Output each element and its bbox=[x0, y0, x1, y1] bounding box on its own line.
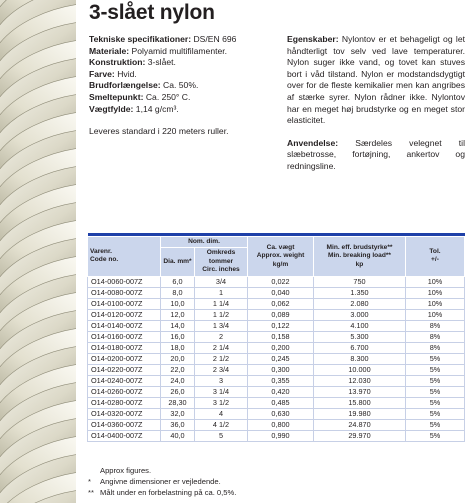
cell-breaking-load: 8.300 bbox=[314, 353, 406, 364]
cell-tolerance: 8% bbox=[406, 331, 465, 342]
cell-diameter: 32,0 bbox=[161, 408, 195, 419]
cell-breaking-load: 24.870 bbox=[314, 419, 406, 430]
cell-circumference: 5 bbox=[195, 430, 248, 441]
col-header-circumference: Omkreds tommer Circ. inches bbox=[195, 248, 248, 276]
cell-circumference: 2 3/4 bbox=[195, 364, 248, 375]
cell-item-no: O14-0280-007Z bbox=[88, 397, 161, 408]
cell-breaking-load: 19.980 bbox=[314, 408, 406, 419]
cell-tolerance: 10% bbox=[406, 287, 465, 298]
cell-weight: 0,062 bbox=[248, 298, 314, 309]
cell-circumference: 2 1/4 bbox=[195, 342, 248, 353]
cell-diameter: 16,0 bbox=[161, 331, 195, 342]
cell-breaking-load: 2.080 bbox=[314, 298, 406, 309]
cell-breaking-load: 29.970 bbox=[314, 430, 406, 441]
page-title: 3-slået nylon bbox=[89, 1, 215, 24]
table-row bbox=[88, 287, 465, 298]
table-row bbox=[88, 408, 465, 419]
cell-breaking-load: 4.100 bbox=[314, 320, 406, 331]
cell-weight: 0,355 bbox=[248, 375, 314, 386]
cell-circumference: 1 3/4 bbox=[195, 320, 248, 331]
spec-density: Vægtfylde: 1,14 g/cm³. bbox=[89, 103, 179, 114]
spec-elongation: Brudforlængelse: Ca. 50%. bbox=[89, 80, 199, 91]
cell-tolerance: 5% bbox=[406, 430, 465, 441]
cell-circumference: 3/4 bbox=[195, 276, 248, 287]
cell-circumference: 3 bbox=[195, 375, 248, 386]
table-row bbox=[88, 309, 465, 320]
footnotes bbox=[88, 465, 236, 498]
cell-breaking-load: 10.000 bbox=[314, 364, 406, 375]
cell-weight: 0,300 bbox=[248, 364, 314, 375]
nylon-rope-image bbox=[0, 0, 76, 503]
cell-diameter: 24,0 bbox=[161, 375, 195, 386]
cell-item-no: O14-0220-007Z bbox=[88, 364, 161, 375]
col-header-diameter: Dia. mm* bbox=[161, 248, 195, 276]
cell-item-no: O14-0160-007Z bbox=[88, 331, 161, 342]
cell-weight: 0,245 bbox=[248, 353, 314, 364]
spec-color: Farve: Hvid. bbox=[89, 68, 137, 79]
cell-tolerance: 8% bbox=[406, 320, 465, 331]
spec-material: Materiale: Polyamid multifilamenter. bbox=[89, 45, 228, 56]
cell-breaking-load: 1.350 bbox=[314, 287, 406, 298]
cell-tolerance: 8% bbox=[406, 342, 465, 353]
cell-diameter: 20,0 bbox=[161, 353, 195, 364]
cell-weight: 0,158 bbox=[248, 331, 314, 342]
cell-weight: 0,485 bbox=[248, 397, 314, 408]
cell-tolerance: 5% bbox=[406, 397, 465, 408]
cell-diameter: 10,0 bbox=[161, 298, 195, 309]
cell-weight: 0,022 bbox=[248, 276, 314, 287]
cell-circumference: 1 1/4 bbox=[195, 298, 248, 309]
cell-item-no: O14-0060-007Z bbox=[88, 276, 161, 287]
table-row bbox=[88, 353, 465, 364]
cell-diameter: 26,0 bbox=[161, 386, 195, 397]
cell-weight: 0,089 bbox=[248, 309, 314, 320]
cell-tolerance: 10% bbox=[406, 298, 465, 309]
description bbox=[287, 34, 465, 173]
cell-tolerance: 5% bbox=[406, 386, 465, 397]
cell-item-no: O14-0200-007Z bbox=[88, 353, 161, 364]
spec-construction: Konstruktion: 3-slået. bbox=[89, 57, 176, 68]
cell-breaking-load: 750 bbox=[314, 276, 406, 287]
cell-weight: 0,630 bbox=[248, 408, 314, 419]
cell-weight: 0,122 bbox=[248, 320, 314, 331]
cell-item-no: O14-0080-007Z bbox=[88, 287, 161, 298]
footnote: Approx figures. bbox=[100, 466, 152, 475]
cell-weight: 0,200 bbox=[248, 342, 314, 353]
cell-weight: 0,990 bbox=[248, 430, 314, 441]
cell-diameter: 6,0 bbox=[161, 276, 195, 287]
cell-item-no: O14-0320-007Z bbox=[88, 408, 161, 419]
col-header-item-no: Varenr. Code no. bbox=[88, 237, 161, 277]
col-header-nom-dim: Nom. dim. bbox=[161, 237, 248, 248]
cell-item-no: O14-0360-007Z bbox=[88, 419, 161, 430]
cell-breaking-load: 5.300 bbox=[314, 331, 406, 342]
cell-diameter: 22,0 bbox=[161, 364, 195, 375]
table-row bbox=[88, 430, 465, 441]
table-row bbox=[88, 342, 465, 353]
cell-diameter: 28,30 bbox=[161, 397, 195, 408]
cell-circumference: 2 1/2 bbox=[195, 353, 248, 364]
cell-tolerance: 10% bbox=[406, 276, 465, 287]
cell-diameter: 40,0 bbox=[161, 430, 195, 441]
cell-breaking-load: 15.800 bbox=[314, 397, 406, 408]
cell-circumference: 4 bbox=[195, 408, 248, 419]
cell-breaking-load: 12.030 bbox=[314, 375, 406, 386]
table-row bbox=[88, 298, 465, 309]
col-header-breaking-load: Min. eff. brudstyrke** Min. breaking load** kp bbox=[314, 237, 406, 277]
spec-standard: Tekniske specifikationer: DS/EN 696 bbox=[89, 34, 237, 44]
cell-tolerance: 5% bbox=[406, 419, 465, 430]
cell-weight: 0,420 bbox=[248, 386, 314, 397]
cell-circumference: 3 1/2 bbox=[195, 397, 248, 408]
cell-diameter: 36,0 bbox=[161, 419, 195, 430]
footnote: ** Målt under en forbelastning på ca. 0,5%. bbox=[88, 488, 237, 497]
table-row bbox=[88, 320, 465, 331]
cell-item-no: O14-0120-007Z bbox=[88, 309, 161, 320]
delivery-note: Leveres standard i 220 meters ruller. bbox=[89, 126, 229, 137]
cell-circumference: 3 1/4 bbox=[195, 386, 248, 397]
cell-circumference: 2 bbox=[195, 331, 248, 342]
cell-tolerance: 5% bbox=[406, 375, 465, 386]
table-row bbox=[88, 276, 465, 287]
cell-diameter: 14,0 bbox=[161, 320, 195, 331]
cell-circumference: 1 bbox=[195, 287, 248, 298]
cell-item-no: O14-0140-007Z bbox=[88, 320, 161, 331]
table-row bbox=[88, 386, 465, 397]
cell-tolerance: 10% bbox=[406, 309, 465, 320]
table-row bbox=[88, 397, 465, 408]
col-header-weight: Ca. vægt Approx. weight kg/m bbox=[248, 237, 314, 277]
cell-item-no: O14-0400-007Z bbox=[88, 430, 161, 441]
rope-spec-table bbox=[87, 233, 465, 442]
cell-item-no: O14-0100-007Z bbox=[88, 298, 161, 309]
cell-diameter: 18,0 bbox=[161, 342, 195, 353]
cell-weight: 0,800 bbox=[248, 419, 314, 430]
cell-breaking-load: 6.700 bbox=[314, 342, 406, 353]
cell-circumference: 4 1/2 bbox=[195, 419, 248, 430]
table-row bbox=[88, 364, 465, 375]
spec-list bbox=[89, 34, 279, 138]
cell-item-no: O14-0240-007Z bbox=[88, 375, 161, 386]
cell-diameter: 8,0 bbox=[161, 287, 195, 298]
cell-tolerance: 5% bbox=[406, 364, 465, 375]
cell-diameter: 12,0 bbox=[161, 309, 195, 320]
properties-paragraph: Egenskaber: Nylontov er et behageligt og let håndterligt tov selv ved lave temperaturer. Nylon suger ikke vand, og tovet kan stuves bort i våd tilstand. Nylon er modstandsdygtigt over for de fleste kemikalier men kan angribes af stærke syrer. Nylon rådner ikke. Nylontov har en meget høj brudstyrke og en meget stor elasticitet. bbox=[287, 34, 465, 126]
footnote: * Angivne dimensioner er vejledende. bbox=[88, 477, 221, 486]
col-header-tolerance: Tol. +/- bbox=[406, 237, 465, 277]
cell-item-no: O14-0180-007Z bbox=[88, 342, 161, 353]
cell-circumference: 1 1/2 bbox=[195, 309, 248, 320]
table-row bbox=[88, 331, 465, 342]
cell-item-no: O14-0260-007Z bbox=[88, 386, 161, 397]
spec-melting-point: Smeltepunkt: Ca. 250° C. bbox=[89, 91, 191, 102]
table-row bbox=[88, 375, 465, 386]
table-row bbox=[88, 419, 465, 430]
cell-tolerance: 5% bbox=[406, 353, 465, 364]
cell-tolerance: 5% bbox=[406, 408, 465, 419]
cell-weight: 0,040 bbox=[248, 287, 314, 298]
cell-breaking-load: 13.970 bbox=[314, 386, 406, 397]
cell-breaking-load: 3.000 bbox=[314, 309, 406, 320]
usage-paragraph: Anvendelse: Særdeles velegnet til slæbetrosse, fortøjning, ankertov og redningsline. bbox=[287, 137, 465, 171]
